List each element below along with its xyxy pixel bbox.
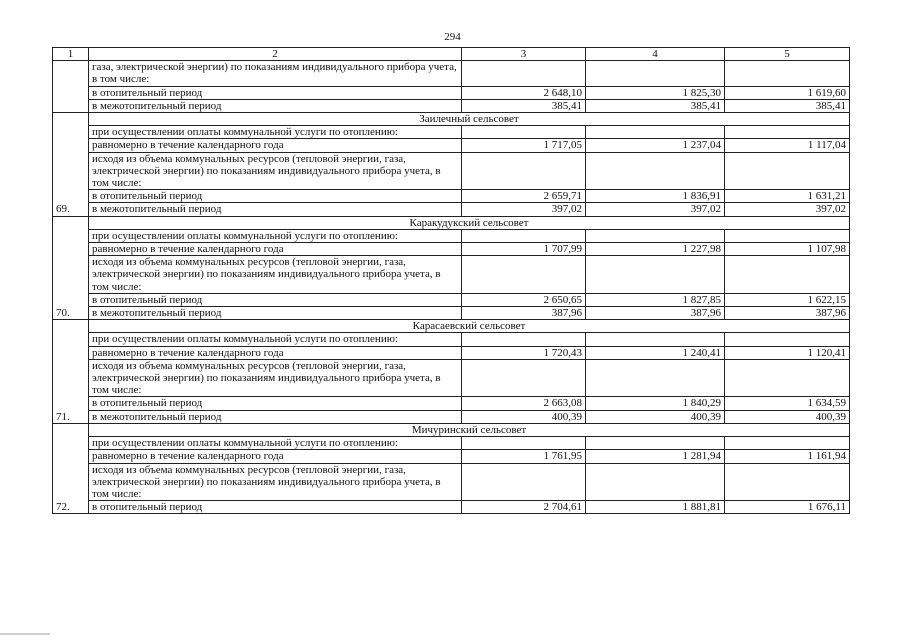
row-label: в отопительный период xyxy=(89,397,462,410)
row-label: в отопительный период xyxy=(89,501,462,514)
value-cell: 1 161,94 xyxy=(725,450,850,463)
page-number: 294 xyxy=(444,31,461,43)
scan-edge-mark xyxy=(0,633,50,635)
table-header-row xyxy=(53,48,850,61)
value-cell xyxy=(725,229,850,242)
table-row xyxy=(53,243,850,256)
value-cell: 2 648,10 xyxy=(462,86,586,99)
table-row xyxy=(53,397,850,410)
value-cell: 385,41 xyxy=(586,99,725,112)
table-row xyxy=(53,463,850,501)
value-cell xyxy=(725,126,850,139)
table-row xyxy=(53,152,850,190)
value-cell xyxy=(462,333,586,346)
value-cell: 385,41 xyxy=(462,99,586,112)
value-cell: 1 840,29 xyxy=(586,397,725,410)
table-row xyxy=(53,437,850,450)
group-header-row xyxy=(53,113,850,126)
value-cell: 397,02 xyxy=(462,203,586,216)
table-row xyxy=(53,229,850,242)
column-header: 1 xyxy=(53,48,89,61)
table-row xyxy=(53,333,850,346)
table-row xyxy=(53,126,850,139)
value-cell: 400,39 xyxy=(462,410,586,423)
column-header: 4 xyxy=(586,48,725,61)
value-cell: 1 619,60 xyxy=(725,86,850,99)
value-cell: 397,02 xyxy=(586,203,725,216)
value-cell: 387,96 xyxy=(586,307,725,320)
value-cell: 1 676,11 xyxy=(725,501,850,514)
table-row xyxy=(53,256,850,294)
table-row xyxy=(53,190,850,203)
group-index: 72. xyxy=(53,423,89,513)
value-cell: 1 717,05 xyxy=(462,139,586,152)
value-cell: 400,39 xyxy=(586,410,725,423)
value-cell: 1 237,04 xyxy=(586,139,725,152)
value-cell: 1 634,59 xyxy=(725,397,850,410)
table-row xyxy=(53,307,850,320)
row-label: при осуществлении оплаты коммунальной услуги по отоплению: xyxy=(89,126,462,139)
table-row xyxy=(53,450,850,463)
row-label: равномерно в течение календарного года xyxy=(89,450,462,463)
table-row xyxy=(53,86,850,99)
group-title: Мичуринский сельсовет xyxy=(89,423,850,436)
table-row xyxy=(53,410,850,423)
value-cell xyxy=(586,333,725,346)
row-label: исходя из объема коммунальных ресурсов (тепловой энергии, газа, электрической энергии) по показаниям индивидуального прибора учета, в том числе: xyxy=(89,463,462,501)
tariff-table xyxy=(52,47,850,514)
value-cell xyxy=(725,333,850,346)
group-header-row xyxy=(53,216,850,229)
table-row xyxy=(53,139,850,152)
value-cell: 1 631,21 xyxy=(725,190,850,203)
table-row xyxy=(53,501,850,514)
value-cell xyxy=(462,437,586,450)
value-cell xyxy=(725,61,850,86)
value-cell xyxy=(586,256,725,294)
value-cell xyxy=(462,359,586,397)
row-label: газа, электрической энергии) по показаниям индивидуального прибора учета, в том числе: xyxy=(89,61,462,86)
group-title: Заилечный сельсовет xyxy=(89,113,850,126)
table-row xyxy=(53,293,850,306)
value-cell xyxy=(462,256,586,294)
value-cell xyxy=(725,463,850,501)
row-label: при осуществлении оплаты коммунальной услуги по отоплению: xyxy=(89,229,462,242)
value-cell: 1 836,91 xyxy=(586,190,725,203)
value-cell: 1 622,15 xyxy=(725,293,850,306)
table-row xyxy=(53,61,850,86)
table-row xyxy=(53,359,850,397)
row-label: в отопительный период xyxy=(89,190,462,203)
value-cell xyxy=(725,256,850,294)
value-cell: 2 663,08 xyxy=(462,397,586,410)
row-label: исходя из объема коммунальных ресурсов (тепловой энергии, газа, электрической энергии) по показаниям индивидуального прибора учета, в том числе: xyxy=(89,152,462,190)
row-label: в отопительный период xyxy=(89,293,462,306)
value-cell xyxy=(586,359,725,397)
value-cell: 1 881,81 xyxy=(586,501,725,514)
value-cell xyxy=(586,463,725,501)
value-cell: 397,02 xyxy=(725,203,850,216)
row-label: в отопительный период xyxy=(89,86,462,99)
group-header-row xyxy=(53,320,850,333)
value-cell: 2 659,71 xyxy=(462,190,586,203)
table-row xyxy=(53,346,850,359)
row-label: в межотопительный период xyxy=(89,410,462,423)
index-cell xyxy=(53,61,89,113)
column-header: 2 xyxy=(89,48,462,61)
value-cell: 1 117,04 xyxy=(725,139,850,152)
value-cell: 1 107,98 xyxy=(725,243,850,256)
value-cell: 1 707,99 xyxy=(462,243,586,256)
value-cell: 387,96 xyxy=(462,307,586,320)
row-label: равномерно в течение календарного года xyxy=(89,346,462,359)
value-cell xyxy=(725,152,850,190)
group-header-row xyxy=(53,423,850,436)
value-cell xyxy=(586,126,725,139)
group-title: Каракудукский сельсовет xyxy=(89,216,850,229)
value-cell: 1 720,43 xyxy=(462,346,586,359)
value-cell: 400,39 xyxy=(725,410,850,423)
row-label: равномерно в течение календарного года xyxy=(89,243,462,256)
value-cell: 1 281,94 xyxy=(586,450,725,463)
value-cell: 1 120,41 xyxy=(725,346,850,359)
value-cell: 387,96 xyxy=(725,307,850,320)
group-title: Карасаевский сельсовет xyxy=(89,320,850,333)
value-cell: 1 761,95 xyxy=(462,450,586,463)
value-cell: 385,41 xyxy=(725,99,850,112)
row-label: исходя из объема коммунальных ресурсов (тепловой энергии, газа, электрической энергии) по показаниям индивидуального прибора учета, в том числе: xyxy=(89,256,462,294)
value-cell: 2 704,61 xyxy=(462,501,586,514)
value-cell xyxy=(462,126,586,139)
table-row xyxy=(53,203,850,216)
value-cell xyxy=(462,61,586,86)
value-cell xyxy=(462,229,586,242)
value-cell xyxy=(586,152,725,190)
table-row xyxy=(53,99,850,112)
value-cell: 1 827,85 xyxy=(586,293,725,306)
row-label: при осуществлении оплаты коммунальной услуги по отоплению: xyxy=(89,437,462,450)
value-cell xyxy=(586,437,725,450)
row-label: в межотопительный период xyxy=(89,203,462,216)
group-index: 71. xyxy=(53,320,89,424)
column-header: 5 xyxy=(725,48,850,61)
row-label: в межотопительный период xyxy=(89,307,462,320)
value-cell xyxy=(462,463,586,501)
value-cell xyxy=(586,61,725,86)
value-cell: 1 240,41 xyxy=(586,346,725,359)
value-cell: 2 650,65 xyxy=(462,293,586,306)
value-cell: 1 825,30 xyxy=(586,86,725,99)
column-header: 3 xyxy=(462,48,586,61)
value-cell: 1 227,98 xyxy=(586,243,725,256)
value-cell xyxy=(725,437,850,450)
row-label: в межотопительный период xyxy=(89,99,462,112)
row-label: при осуществлении оплаты коммунальной услуги по отоплению: xyxy=(89,333,462,346)
row-label: равномерно в течение календарного года xyxy=(89,139,462,152)
group-index: 69. xyxy=(53,113,89,217)
row-label: исходя из объема коммунальных ресурсов (тепловой энергии, газа, электрической энергии) по показаниям индивидуального прибора учета, в том числе: xyxy=(89,359,462,397)
value-cell xyxy=(586,229,725,242)
group-index: 70. xyxy=(53,216,89,320)
value-cell xyxy=(462,152,586,190)
value-cell xyxy=(725,359,850,397)
